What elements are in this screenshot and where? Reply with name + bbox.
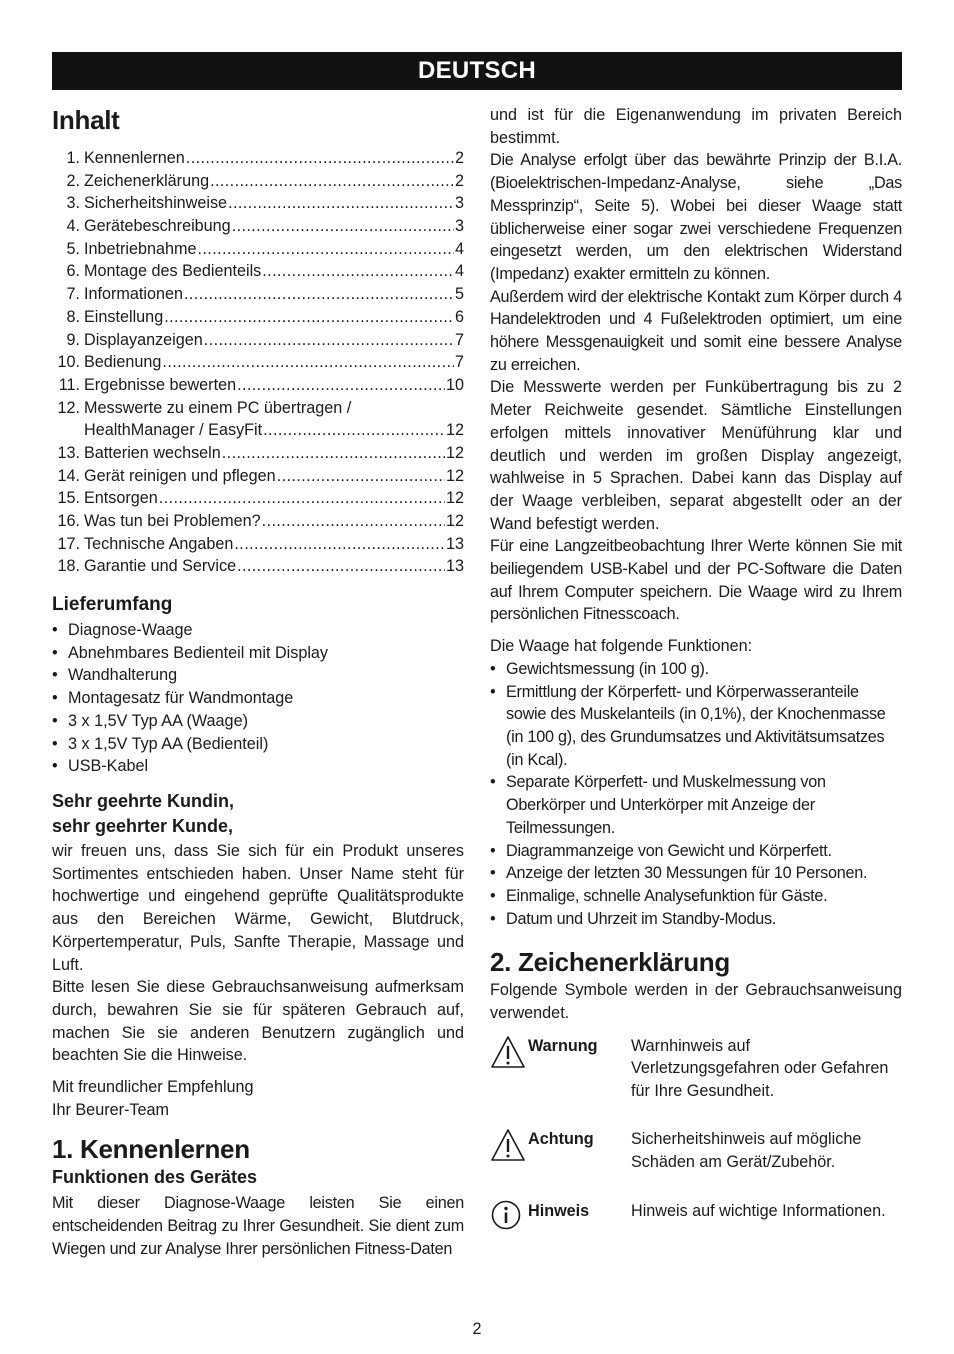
toc-entry: [52, 510, 464, 533]
toc-page-number: 12: [445, 443, 464, 462]
section-1-paragraph-1-continued: und ist für die Eigenanwendung im privaten Bereich bestimmt.: [490, 106, 902, 147]
toc-entry-continued: [52, 419, 464, 442]
symbol-label-caution: Achtung: [528, 1129, 594, 1148]
toc-entry: [52, 487, 464, 510]
toc-page-number: 12: [445, 489, 464, 508]
toc-leader-dots: [210, 170, 454, 193]
toc-leader-dots: [232, 215, 454, 238]
toc-text: Was tun bei Problemen?: [84, 512, 261, 530]
symbol-label-warning: Warnung: [528, 1036, 598, 1055]
scope-list: [52, 619, 464, 778]
toc-number: 6.: [66, 262, 80, 281]
toc-title: Inhalt: [52, 105, 120, 135]
symbol-row-note: [490, 1200, 902, 1237]
toc-leader-dots: [162, 351, 454, 374]
closing-line-1: Mit freundlicher Empfehlung: [52, 1078, 254, 1097]
toc-leader-dots: [164, 306, 454, 329]
toc-leader-dots: [237, 555, 445, 578]
toc-number: 10.: [57, 353, 80, 372]
toc-leader-dots: [159, 487, 445, 510]
toc-entry: [52, 170, 464, 193]
page-number: 2: [472, 1320, 482, 1338]
toc-entry: [52, 374, 464, 397]
toc-leader-dots: [262, 510, 445, 533]
toc-number: 2.: [66, 171, 80, 190]
toc-entry: [52, 147, 464, 170]
toc-page-number: 4: [454, 262, 464, 281]
toc-number: 8.: [66, 307, 80, 326]
toc-text: Messwerte zu einem PC übertragen /: [84, 398, 352, 417]
language-banner: DEUTSCH: [52, 52, 902, 90]
toc-number: 18.: [57, 557, 80, 576]
toc-page-number: 6: [454, 307, 464, 326]
scope-list-item: • 3 x 1,5V Typ AA (Waage): [52, 710, 464, 733]
functions-list: [490, 658, 902, 930]
toc-text: Technische Angaben: [84, 534, 234, 553]
greeting-paragraph-1: wir freuen uns, dass Sie sich für ein Produkt unseres Sortimentes entschieden haben. Unser Name steht für hochwertige und eingehend geprüfte Qualitätsprodukte aus den Bereichen Wärme, Gewicht, Blutdruck, Körpertemperatur, Puls, Sanfte Therapie, Massage und Luft.: [52, 841, 464, 974]
toc-page-number: 12: [445, 421, 464, 440]
toc-text: Sicherheitshinweise: [84, 194, 228, 213]
closing-line-2: Ihr Beurer-Team: [52, 1100, 169, 1119]
toc-leader-dots: [263, 419, 445, 442]
function-list-item: • Einmalige, schnelle Analysefunktion für Gäste.: [490, 885, 902, 908]
scope-list-item: • Montagesatz für Wandmontage: [52, 687, 464, 710]
toc-text: Garantie und Service: [84, 557, 237, 576]
toc-text: Kennenlernen: [84, 149, 185, 167]
toc-number: 13.: [57, 443, 80, 462]
info-circle-icon: [490, 1200, 528, 1237]
toc-page-number: 13: [445, 534, 464, 553]
toc-number: 17.: [57, 534, 80, 553]
toc-leader-dots: [222, 442, 445, 465]
toc-text: Einstellung: [84, 307, 164, 326]
toc-entry: [52, 306, 464, 329]
function-list-item: • Anzeige der letzten 30 Messungen für 10 Personen.: [490, 862, 902, 885]
toc-leader-dots: [277, 465, 445, 488]
toc-leader-dots: [186, 147, 454, 170]
toc-leader-dots: [228, 192, 454, 215]
section-2-title: 2. Zeichenerklärung: [490, 947, 730, 978]
toc-entry: [52, 397, 464, 420]
toc-number: 5.: [66, 239, 80, 258]
symbol-row-caution: [490, 1128, 902, 1173]
function-list-item: • Gewichtsmessung (in 100 g).: [490, 658, 902, 681]
scope-list-item: • USB-Kabel: [52, 755, 464, 778]
toc-number: 15.: [57, 489, 80, 508]
toc-entry: [52, 533, 464, 556]
toc-leader-dots: [237, 374, 445, 397]
right-column: [490, 104, 902, 1237]
warning-triangle-icon: [490, 1128, 528, 1169]
toc-page-number: 13: [445, 557, 464, 576]
toc-entry: [52, 238, 464, 261]
toc-number: 3.: [66, 194, 80, 213]
section-1-paragraph-3: Außerdem wird der elektrische Kontakt zum Körper durch 4 Handelektroden und 4 Fußelektroden optimiert, um eine höhere Messgenauigkeit und somit eine bessere Analyse zu erreichen.: [490, 287, 902, 374]
toc-number: 4.: [66, 217, 80, 236]
section-2-intro: Folgende Symbole werden in der Gebrauchsanweisung verwendet.: [490, 981, 902, 1023]
function-list-item: • Ermittlung der Körperfett- und Körperwasseranteile sowie des Muskelanteils (in 0,1%), der Knochenmasse (in 100 g), des Grundumsatzes und Aktivitätsumsatzes (in Kcal).: [490, 681, 902, 772]
toc-page-number: 12: [445, 466, 464, 485]
toc-entry: [52, 215, 464, 238]
toc-page-number: 2: [454, 171, 464, 190]
toc-entry: [52, 260, 464, 283]
toc-entry: [52, 329, 464, 352]
toc-page-number: 2: [454, 149, 464, 167]
left-column: [52, 100, 464, 1261]
toc-leader-dots: [234, 533, 445, 556]
toc-text: Batterien wechseln: [84, 443, 221, 462]
greeting-paragraph-2: Bitte lesen Sie diese Gebrauchsanweisung aufmerksam durch, bewahren Sie sie für späteren Gebrauch auf, machen Sie sie anderen Benutzern zugänglich und beachten Sie die Hinweise.: [52, 978, 464, 1065]
toc-text: Inbetriebnahme: [84, 239, 197, 258]
toc-entry: [52, 442, 464, 465]
toc-number: 14.: [57, 466, 80, 485]
greeting-line-2: sehr geehrter Kunde,: [52, 815, 234, 836]
toc-text: Informationen: [84, 285, 183, 304]
toc-leader-dots: [204, 329, 454, 352]
section-1-paragraph-4: Die Messwerte werden per Funkübertragung bis zu 2 Meter Reichweite gesendet. Sämtliche Einstellungen erfolgen mittels innovativer Menüführung klar und deutlich und werden im großen Display angezeigt, wahlweise in 5 Sprachen. Dabei kann das Display auf der Waage verbleiben, separat abgestellt oder an der Wand befestigt werden.: [490, 378, 902, 533]
toc-leader-dots: [262, 260, 454, 283]
toc-text: Gerät reinigen und pflegen: [84, 466, 276, 485]
greeting-line-1: Sehr geehrte Kundin,: [52, 790, 235, 811]
toc-page-number: 3: [454, 217, 464, 236]
table-of-contents: [52, 147, 464, 578]
symbol-label-note: Hinweis: [528, 1202, 590, 1221]
symbol-row-warning: [490, 1035, 902, 1103]
symbol-text-warning: Warnhinweis auf Verletzungsgefahren oder Gefahren für Ihre Gesundheit.: [631, 1036, 889, 1101]
toc-entry: [52, 283, 464, 306]
scope-title: Lieferumfang: [52, 594, 173, 616]
toc-page-number: 3: [454, 194, 464, 213]
toc-leader-dots: [184, 283, 454, 306]
toc-page-number: 10: [445, 375, 464, 394]
toc-entry: [52, 465, 464, 488]
section-1-paragraph-1: Mit dieser Diagnose-Waage leisten Sie einen entscheidenden Beitrag zu Ihrer Gesundheit. Sie dient zum Wiegen und zur Analyse Ihrer persönlichen Fitness-Daten: [52, 1194, 464, 1258]
functions-intro: Die Waage hat folgende Funktionen:: [490, 637, 753, 656]
toc-entry: [52, 555, 464, 578]
function-list-item: • Diagrammanzeige von Gewicht und Körperfett.: [490, 840, 902, 863]
toc-entry: [52, 351, 464, 374]
toc-text: Bedienung: [84, 353, 162, 372]
toc-number: 9.: [66, 330, 80, 349]
toc-page-number: 7: [454, 330, 464, 349]
toc-number: 11.: [58, 375, 80, 394]
toc-number: 7.: [66, 285, 80, 304]
symbol-text-caution: Sicherheitshinweis auf mögliche Schäden am Gerät/Zubehör.: [631, 1129, 862, 1171]
toc-number: 12.: [57, 398, 80, 417]
toc-page-number: 5: [454, 285, 464, 304]
toc-text: Ergebnisse bewerten: [84, 375, 237, 394]
scope-list-item: • Abnehmbares Bedienteil mit Display: [52, 642, 464, 665]
toc-text: Montage des Bedienteils: [84, 262, 262, 281]
toc-number: 16.: [57, 512, 80, 530]
toc-page-number: 12: [445, 512, 464, 530]
warning-triangle-icon: [490, 1035, 528, 1076]
section-1-subtitle: Funktionen des Gerätes: [52, 1167, 258, 1188]
toc-text: Zeichenerklärung: [84, 171, 210, 190]
toc-text: HealthManager / EasyFit: [84, 421, 263, 440]
toc-page-number: 4: [454, 239, 464, 258]
section-1-title: 1. Kennenlernen: [52, 1134, 250, 1165]
section-1-paragraph-2: Die Analyse erfolgt über das bewährte Prinzip der B.I.A. (Bioelektrischen-Impedanz-Analyse, siehe „Das Messprinzip“, Seite 5). Wobei bei dieser Waage statt üblicherweise einer sogar zwei verschiedene Frequenzen eingesetzt werden, um den elektrischen Widerstand (Impedanz) exakter ermitteln zu können.: [490, 151, 902, 283]
function-list-item: • Separate Körperfett- und Muskelmessung von Oberkörper und Unterkörper mit Anzeige der Teilmessungen.: [490, 771, 902, 839]
toc-text: Entsorgen: [84, 489, 158, 508]
toc-leader-dots: [198, 238, 454, 261]
toc-number: 1.: [66, 149, 80, 167]
scope-list-item: • Wandhalterung: [52, 664, 464, 687]
function-list-item: • Datum und Uhrzeit im Standby-Modus.: [490, 908, 902, 931]
scope-list-item: • Diagnose-Waage: [52, 619, 464, 642]
toc-text: Displayanzeigen: [84, 330, 203, 349]
toc-page-number: 7: [454, 353, 464, 372]
toc-text: Gerätebeschreibung: [84, 217, 231, 236]
scope-list-item: • 3 x 1,5V Typ AA (Bedienteil): [52, 733, 464, 756]
toc-entry: [52, 192, 464, 215]
symbol-text-note: Hinweis auf wichtige Informationen.: [631, 1202, 886, 1221]
section-1-paragraph-5: Für eine Langzeitbeobachtung Ihrer Werte können Sie mit beiliegendem USB-Kabel und der PC-Software die Daten auf Ihrem Computer speichern. Die Waage wird zu Ihrem persönlichen Fitnesscoach.: [490, 537, 902, 624]
